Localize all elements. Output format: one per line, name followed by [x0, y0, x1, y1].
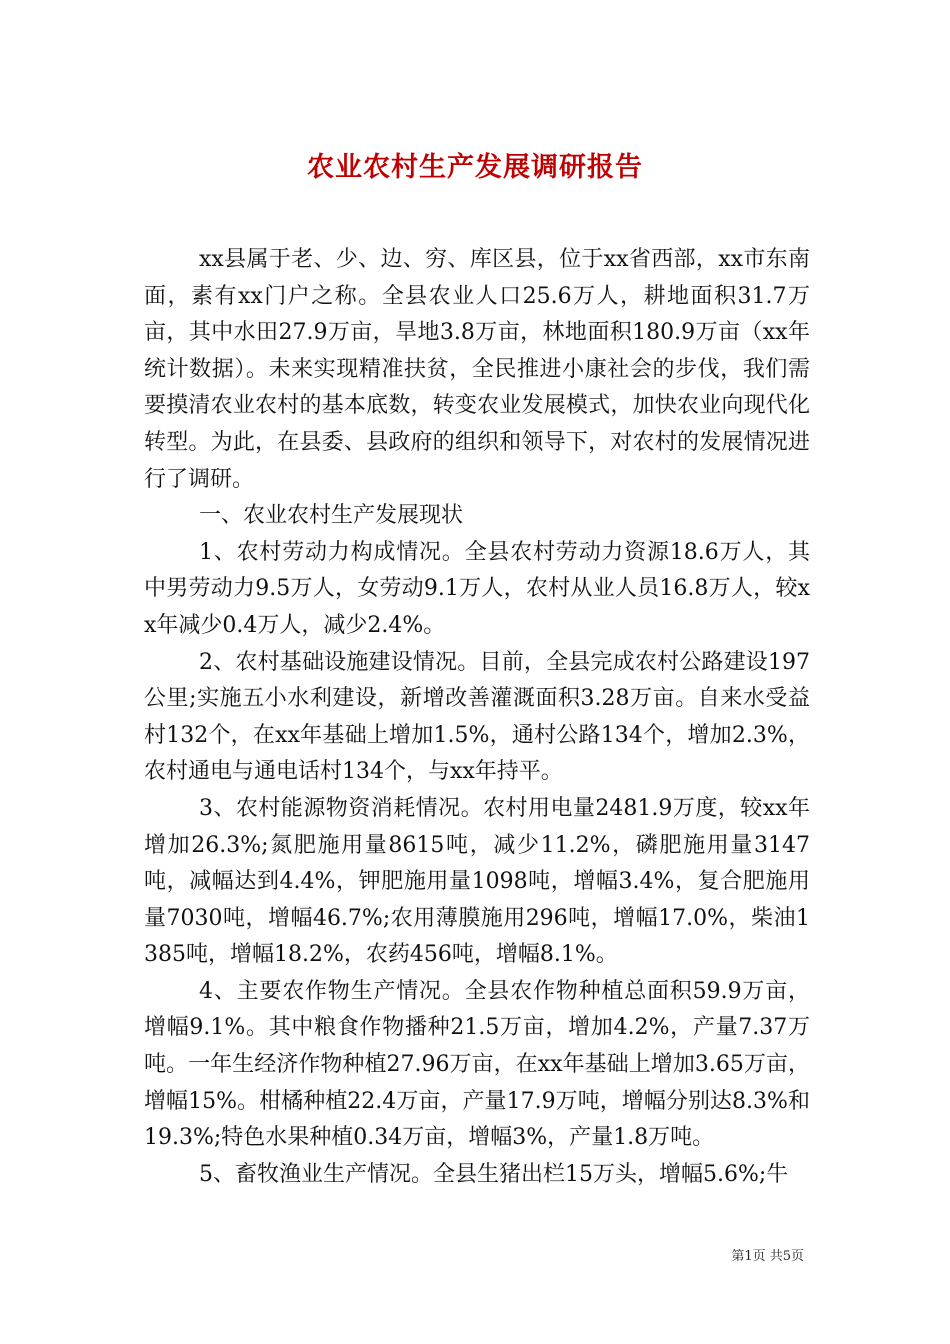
page-title: 农业农村生产发展调研报告	[307, 152, 643, 184]
paragraph-labor: 1、农村劳动力构成情况。全县农村劳动力资源18.6万人，其中男劳动力9.5万人，女劳动9.1万人，农村从业人员16.8万人，较xx年减少0.4万人，减少2.4%。	[144, 539, 810, 638]
paragraph-livestock: 5、畜牧渔业生产情况。全县生猪出栏15万头，增幅5.6%;牛	[199, 1161, 789, 1187]
intro-paragraph: xx县属于老、少、边、穷、库区县，位于xx省西部，xx市东南面，素有xx门户之称。全县农业人口25.6万人，耕地面积31.7万亩，其中水田27.9万亩，旱地3.8万亩，林地面积180.9万亩（xx年统计数据）。未来实现精准扶贫，全民推进小康社会的步伐，我们需要摸清农业农村的基本底数，转变农业发展模式，加快农业向现代化转型。为此，在县委、县政府的组织和领导下，对农村的发展情况进行了调研。	[144, 247, 810, 492]
section-heading: 一、农业农村生产发展现状	[199, 503, 464, 529]
paragraph-energy: 3、农村能源物资消耗情况。农村用电量2481.9万度，较xx年增加26.3%;氮肥施用量8615吨，减少11.2%，磷肥施用量3147吨，减幅达到4.4%，钾肥施用量1098吨，增幅3.4%，复合肥施用量7030吨，增幅46.7%;农用薄膜施用296吨，增幅17.0%，柴油1385吨，增幅18.2%，农药456吨，增幅8.1%。	[144, 795, 810, 968]
page-number: 第1页 共5页	[731, 1249, 804, 1264]
document-body	[144, 242, 810, 1193]
paragraph-crops: 4、主要农作物生产情况。全县农作物种植总面积59.9万亩，增幅9.1%。其中粮食作物播种21.5万亩，增加4.2%，产量7.37万吨。一年生经济作物种植27.96万亩，在xx年基础上增加3.65万亩，增幅15%。柑橘种植22.4万亩，产量17.9万吨，增幅分别达8.3%和19.3%;特色水果种植0.34万亩，增幅3%，产量1.8万吨。	[144, 978, 810, 1151]
paragraph-infrastructure: 2、农村基础设施建设情况。目前，全县完成农村公路建设197公里;实施五小水利建设，新增改善灌溉面积3.28万亩。自来水受益村132个，在xx年基础上增加1.5%，通村公路134个，增加2.3%，农村通电与通电话村134个，与xx年持平。	[144, 649, 810, 785]
